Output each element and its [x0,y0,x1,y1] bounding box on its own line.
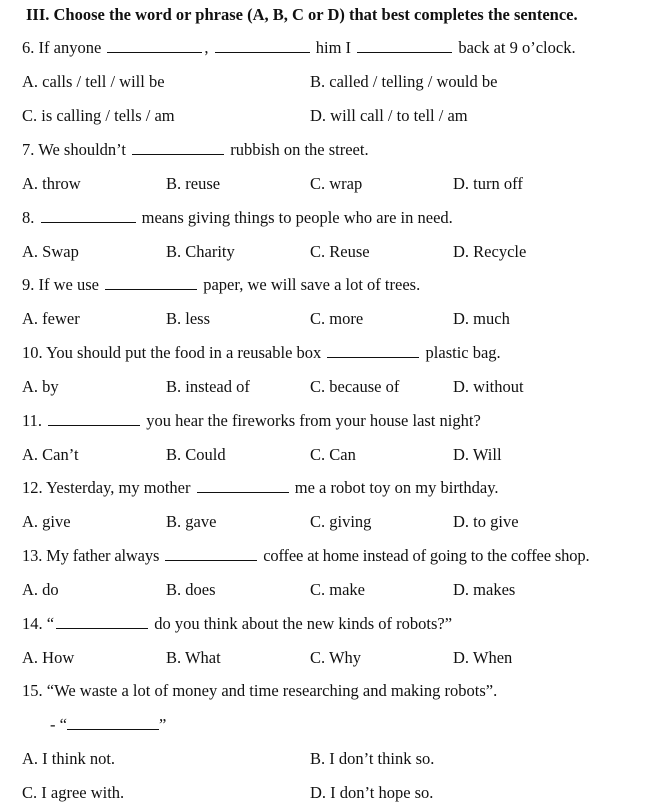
question-text: do you think about the new kinds of robots?” [154,614,453,633]
answer-blank [41,207,136,223]
option-c: C. because of [310,377,400,396]
question-text: , [204,38,209,57]
answer-blank [357,37,452,53]
option-d: D. will call / to tell / am [310,106,468,125]
option-b: B. instead of [166,377,250,396]
option-a: A. I think not. [22,749,116,768]
question-text: paper, we will save a lot of trees. [203,275,421,294]
option-b: B. What [166,648,221,667]
option-d: D. Will [453,445,502,464]
option-b: B. reuse [166,174,221,193]
option-a: A. calls / tell / will be [22,72,165,91]
question-text: rubbish on the street. [230,140,369,159]
option-c: C. Why [310,648,362,667]
option-a: A. Can’t [22,445,79,464]
option-c: C. I agree with. [22,783,125,802]
option-d: D. much [453,309,510,328]
option-a: A. do [22,580,59,599]
question-text: plastic bag. [425,343,501,362]
option-c: C. wrap [310,174,363,193]
option-d: D. Recycle [453,242,527,261]
question-text: you hear the fireworks from your house last night? [146,411,481,430]
answer-blank [132,139,224,155]
option-d: D. I don’t hope so. [310,783,434,802]
question-text: me a robot toy on my birthday. [294,478,499,497]
answer-blank [165,545,257,561]
question-number: 14. [22,614,43,633]
question-text: means giving things to people who are in need. [141,208,453,227]
reply-text: - “ [50,715,67,734]
option-b: B. less [166,309,211,328]
option-c: C. giving [310,512,372,531]
option-b: B. called / telling / would be [310,72,498,91]
question-15 [22,680,497,702]
option-c: C. is calling / tells / am [22,106,175,125]
question-number: 12. [22,478,43,497]
reply-line [50,714,166,736]
option-b: B. gave [166,512,217,531]
question-number: 11. [22,411,43,430]
question-number: 7. [22,140,35,159]
option-c: C. Reuse [310,242,370,261]
question-number: 15. [22,681,43,700]
option-b: B. does [166,580,216,599]
option-a: A. throw [22,174,81,193]
question-text: We shouldn’t [38,140,126,159]
answer-blank [197,477,289,493]
option-d: D. without [453,377,524,396]
option-a: A. give [22,512,71,531]
question-number: 9. [22,275,35,294]
question-text: back at 9 o’clock. [458,38,576,57]
question-10 [22,342,501,364]
question-number: 6. [22,38,35,57]
option-d: D. makes [453,580,516,599]
answer-blank [215,37,310,53]
answer-blank [67,714,159,730]
question-14 [22,613,452,635]
option-b: B. Charity [166,242,235,261]
option-a: A. by [22,377,59,396]
question-text: If anyone [38,38,102,57]
question-7 [22,139,369,161]
question-text: “We waste a lot of money and time researching and making robots”. [46,681,498,700]
question-number: 13. [22,546,43,565]
answer-blank [105,274,197,290]
question-text: My father always [46,546,160,565]
question-13 [22,545,589,567]
option-c: C. make [310,580,365,599]
question-text: You should put the food in a reusable box [46,343,322,362]
option-a: A. fewer [22,309,80,328]
question-text: “ [46,614,55,633]
question-9 [22,274,420,296]
question-text: him I [315,38,352,57]
option-b: B. Could [166,445,226,464]
question-number: 8. [22,208,35,227]
question-8 [22,207,453,229]
question-text: If we use [38,275,99,294]
option-d: D. When [453,648,513,667]
question-11 [22,410,481,432]
question-number: 10. [22,343,43,362]
reply-text: ” [158,715,167,734]
option-c: C. Can [310,445,356,464]
section-title: III. Choose the word or phrase (A, B, C or D) that best completes the sentence. [26,5,578,24]
question-12 [22,477,499,499]
answer-blank [56,613,148,629]
question-text: coffee at home instead of going to the coffee shop. [263,546,590,565]
question-6 [22,37,576,59]
answer-blank [107,37,202,53]
question-text: Yesterday, my mother [46,478,191,497]
option-d: D. turn off [453,174,523,193]
option-c: C. more [310,309,364,328]
option-a: A. How [22,648,75,667]
answer-blank [48,410,140,426]
option-a: A. Swap [22,242,79,261]
option-b: B. I don’t think so. [310,749,435,768]
option-d: D. to give [453,512,519,531]
answer-blank [327,342,419,358]
